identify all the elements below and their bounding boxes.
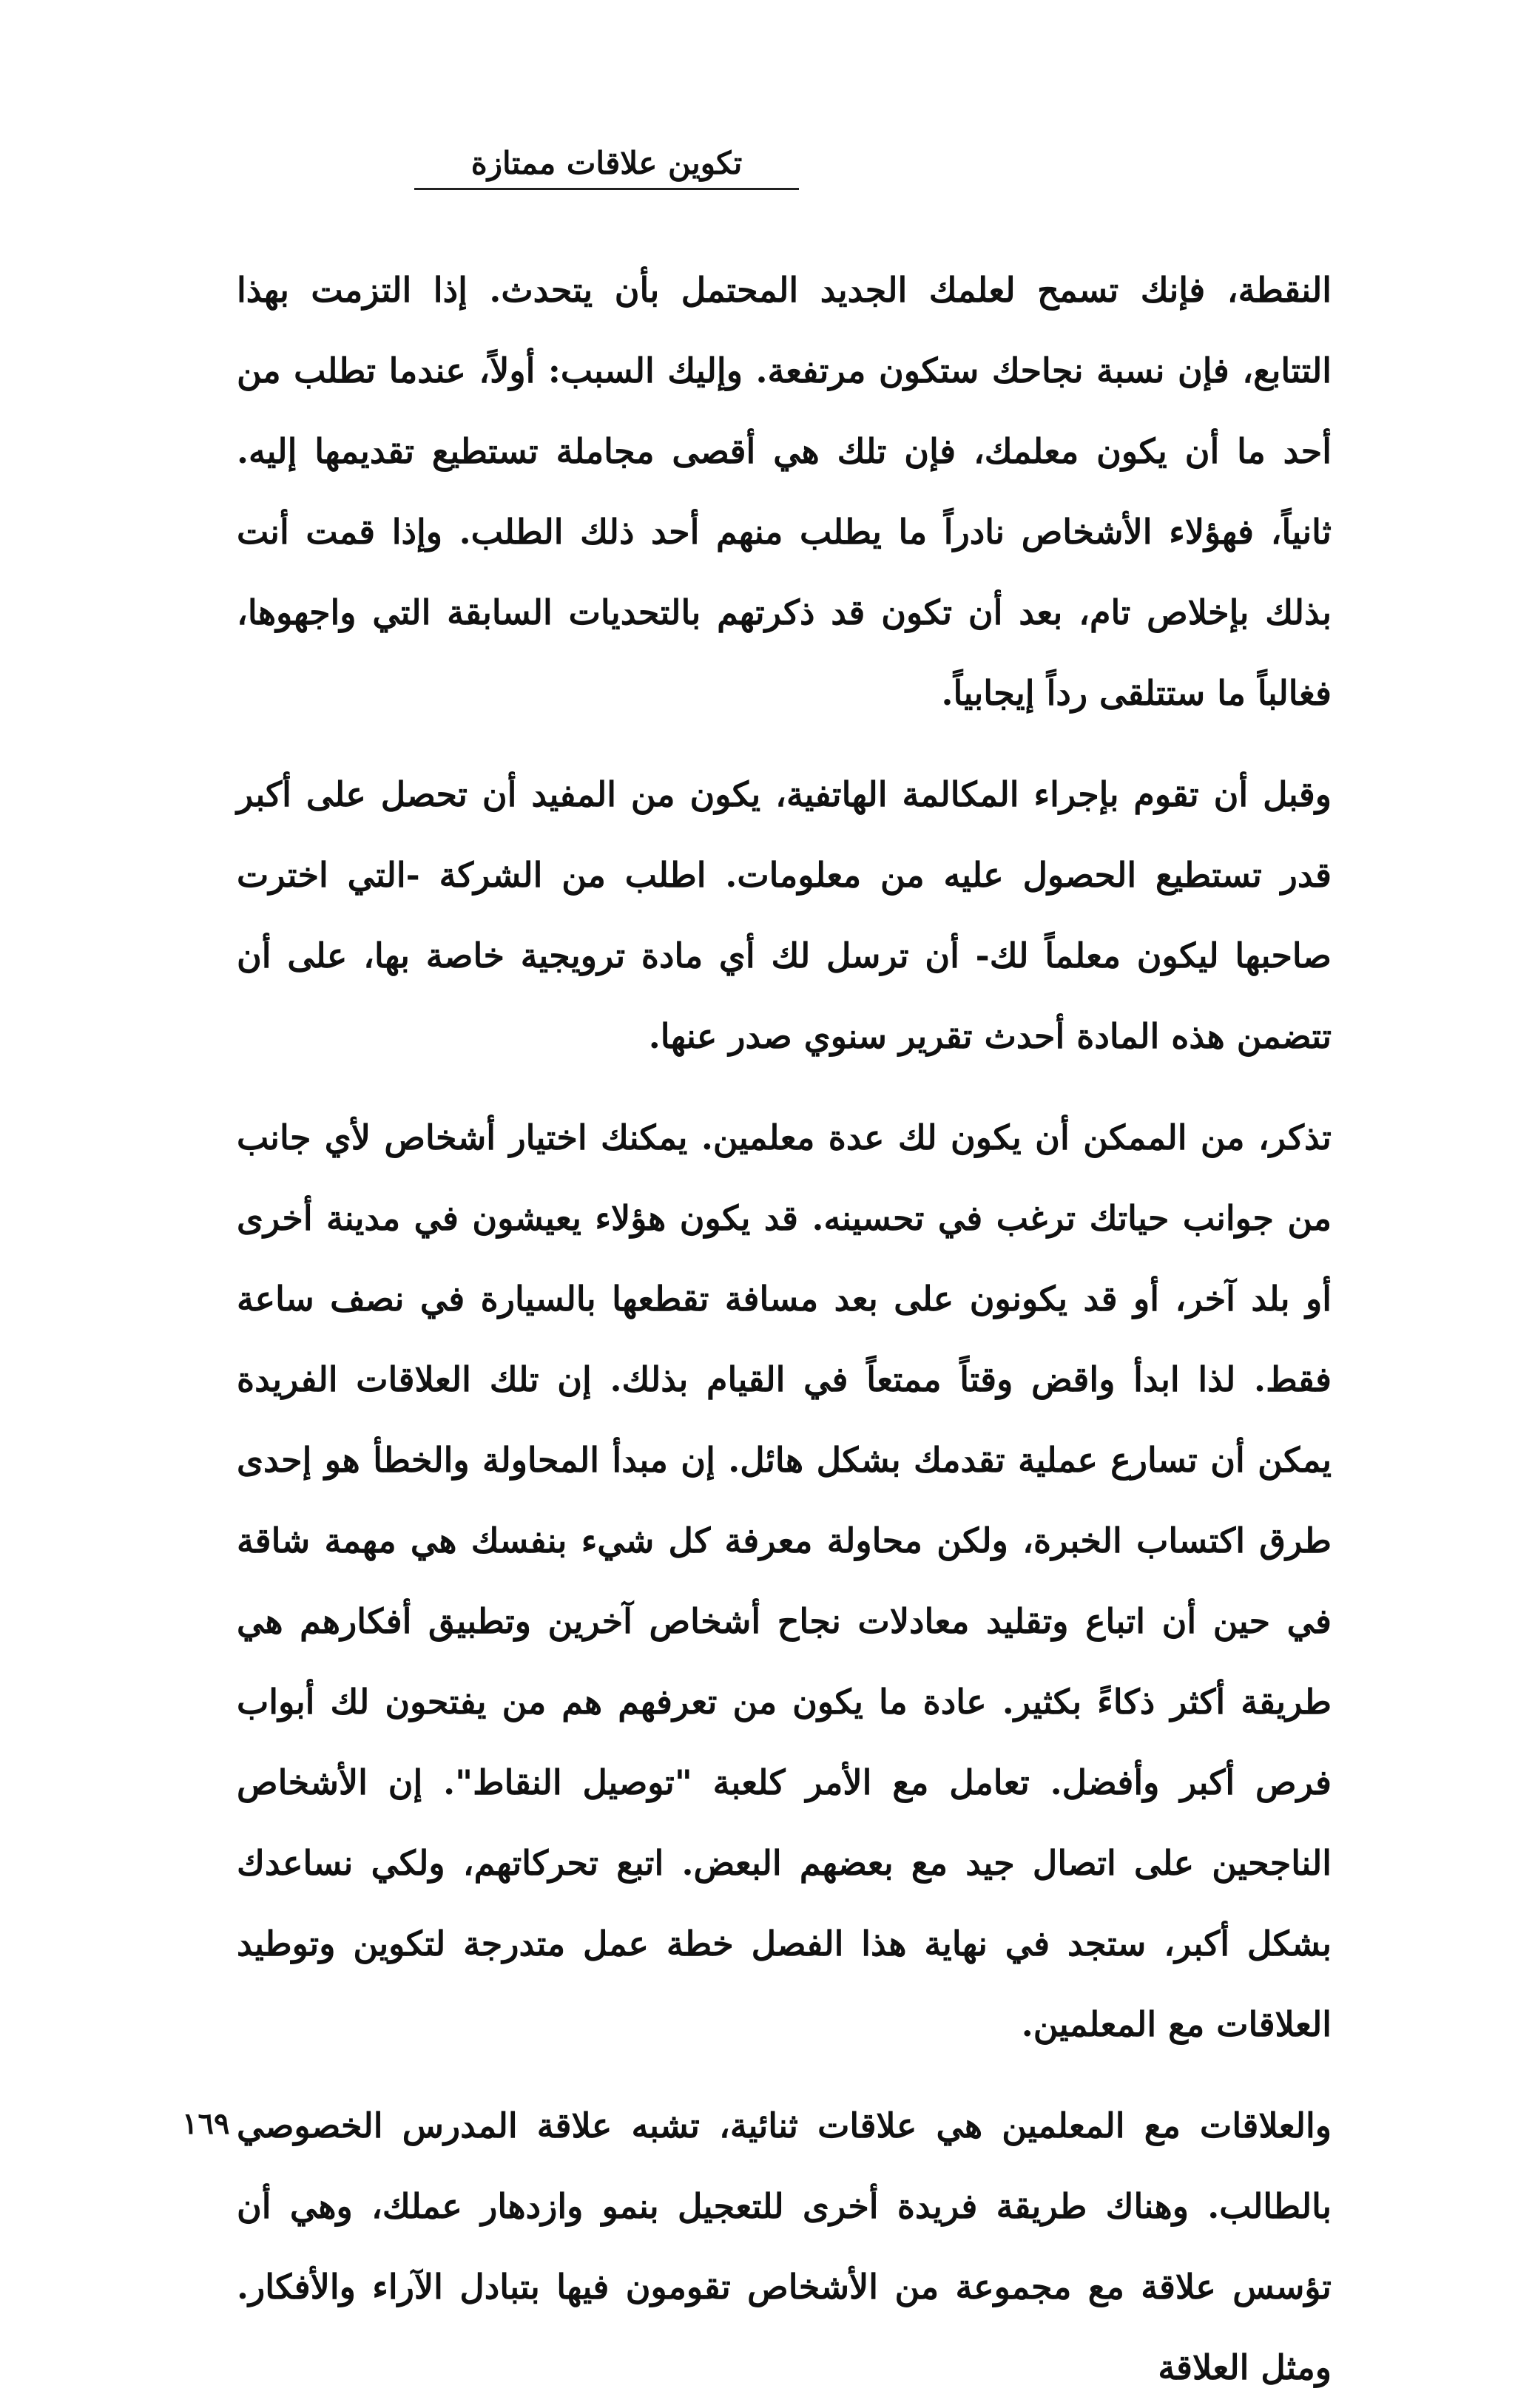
page-number: ١٦٩ (182, 2106, 230, 2141)
paragraph: وقبل أن تقوم بإجراء المكالمة الهاتفية، يكون من المفيد أن تحصل على أكبر قدر تستطيع الحصول عليه من معلومات. اطلب من الشركة -التي اخترت صاحبها ليكون معلماً لك- أن ترسل لك أي مادة ترويجية خاصة بها، على أن تتضمن هذه المادة أحدث تقرير سنوي صدر عنها. (237, 774, 1332, 1056)
paragraph: تذكر، من الممكن أن يكون لك عدة معلمين. يمكنك اختيار أشخاص لأي جانب من جوانب حياتك ترغب في تحسينه. قد يكون هؤلاء يعيشون في مدينة أخرى أو بلد آخر، أو قد يكونون على بعد مسافة تقطعها بالسيارة في نصف ساعة فقط. لذا ابدأ واقض وقتاً ممتعاً في القيام بذلك. إن تلك العلاقات الفريدة يمكن أن تسارع عملية تقدمك بشكل هائل. إن مبدأ المحاولة والخطأ هو إحدى طرق اكتساب الخبرة، ولكن محاولة معرفة كل شيء بنفسك هي مهمة شاقة في حين أن اتباع وتقليد معادلات نجاح أشخاص آخرين وتطبيق أفكارهم هي طريقة أكثر ذكاءً بكثير. عادة ما يكون من تعرفهم هم من يفتحون لك أبواب فرص أكبر وأفضل. تعامل مع الأمر كلعبة "توصيل النقاط". إن الأشخاص الناجحين على اتصال جيد مع بعضهم البعض. اتبع تحركاتهم، ولكي نساعدك بشكل أكبر، ستجد في نهاية هذا الفصل خطة عمل متدرجة لتكوين وتوطيد العلاقات مع المعلمين. (237, 1117, 1332, 2044)
running-header: تكوين علاقات ممتازة (414, 145, 799, 190)
body-text (237, 250, 1332, 2408)
paragraph: والعلاقات مع المعلمين هي علاقات ثنائية، تشبه علاقة المدرس الخصوصي بالطالب. وهناك طريقة فريدة أخرى للتعجيل بنمو وازدهار عملك، وهي أن تؤسس علاقة مع مجموعة من الأشخاص تقومون فيها بتبادل الآراء والأفكار. ومثل العلاقة (237, 2106, 1332, 2387)
paragraph: النقطة، فإنك تسمح لعلمك الجديد المحتمل بأن يتحدث. إذا التزمت بهذا التتابع، فإن نسبة نجاحك ستكون مرتفعة. وإليك السبب: أولاً، عندما تطلب من أحد ما أن يكون معلمك، فإن تلك هي أقصى مجاملة تستطيع تقديمها إليه. ثانياً، فهؤلاء الأشخاص نادراً ما يطلب منهم أحد ذلك الطلب. وإذا قمت أنت بذلك بإخلاص تام، بعد أن تكون قد ذكرتهم بالتحديات السابقة التي واجهوها، فغالباً ما ستتلقى رداً إيجابياً. (237, 270, 1332, 713)
